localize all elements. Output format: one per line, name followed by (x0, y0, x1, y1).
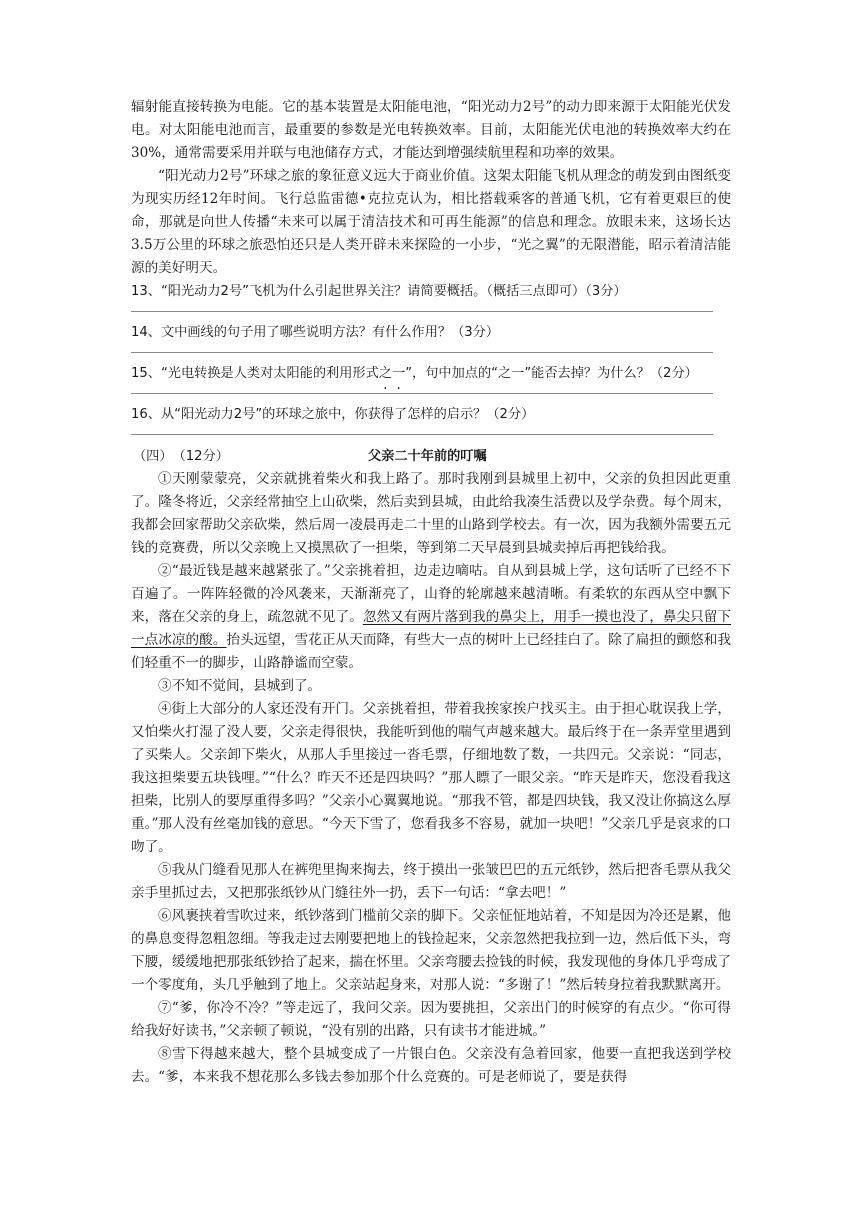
story-paragraph: ③不知不觉间，县城到了。 (158, 678, 322, 694)
story-paragraph: ①天刚蒙蒙亮，父亲就挑着柴火和我上路了。那时我刚到县城里上初中，父亲的负担因此更重了。隆冬将近，父亲经常抽空上山砍柴，然后卖到县城，由此给我凑生活费以及学杂费。每个周末，我都会回家帮助父亲砍柴，然后周一凌晨再走二十里的山路到学校去。有一次，因为我额外需要五元钱的竞赛费，所以父亲晚上又摸黑砍了一担柴，等到第二天早晨到县城卖掉后再把钱给我。 (131, 471, 731, 556)
story-paragraph: ⑥风裹挟着雪吹过来，纸钞落到门槛前父亲的脚下。父亲怔怔地站着，不知是因为冷还是累，他的鼻息变得忽粗忽细。等我走过去刚要把地上的钱捡起来，父亲忽然把我拉到一边，然后低下头，弯下腰，缓缓地把那张纸钞拾了起来，揣在怀里。父亲弯腰去捡钱的时候，我发现他的身体几乎弯成了一个零度角，头几乎触到了地上。父亲站起身来，对那人说：“多谢了！”然后转身拉着我默默离开。 (131, 908, 731, 993)
question-13: 13、“阳光动力2号”飞机为什么引起世界关注？请简要概括。（概括三点即可）（3分） (131, 284, 627, 299)
story-paragraph: ⑤我从门缝看见那人在裤兜里掏来掏去，终于摸出一张皱巴巴的五元纸钞，然后把沓毛票从我父亲手里抓过去，又把那张纸钞从门缝往外一扔，丢下一句话：“拿去吧！” (131, 862, 731, 901)
story-paragraph: ④街上大部分的人家还没有开门。父亲挑着担，带着我挨家挨户找买主。由于担心耽误我上学，又怕柴火打湿了没人要，父亲走得很快，我能听到他的喘气声越来越大。最后终于在一条弄堂里遇到了买柴人。父亲卸下柴火，从那人手里接过一沓毛票，仔细地数了数，一共四元。父亲说：“同志，我这担柴要五块钱哩。”“什么？昨天不还是四块吗？”那人瞟了一眼父亲。“昨天是昨天，您没看我这担柴，比别人的要厚重得多吗？”父亲小心翼翼地说。“那我不管，都是四块钱，我又没让你搞这么厚重。”那人没有丝毫加钱的意思。“今天下雪了，您看我多不容易，就加一块吧！”父亲几乎是哀求的口吻了。 (131, 701, 731, 855)
question-15-text-a: 15、“光电转换是人类对太阳能的利用形式 (131, 366, 379, 381)
document-page (131, 96, 731, 1089)
story-text: ②“最近钱是越来越紧张了。”父亲挑着担，边走边嘀咕。自从到县城上学，这句话听了已经不下百遍了。一阵阵轻微的冷风袭来，天渐渐亮了，山脊的轮廓越来越清晰。有柔软的东西从空中飘下来，落在父亲的身上，疏忽就不见了。 (131, 563, 731, 625)
question-16: 16、从“阳光动力2号”的环球之旅中，你获得了怎样的启示？（2分） (131, 407, 535, 422)
underlined-sentence: 忽然又有两片落到我的鼻尖上，用手一摸也没了，鼻尖只留下一点冰凉的酸。 (131, 609, 732, 648)
story-text: 抬头远望，雪花正从天而降，有些大一点的树叶上已经挂白了。除了扁担的颤悠和我们轻重不一的脚步，山路静谧而空蒙。 (131, 632, 732, 671)
answer-line[interactable] (131, 352, 713, 353)
story-paragraph: ⑧雪下得越来越大，整个县城变成了一片银白色。父亲没有急着回家，他要一直把我送到学校去。“爹，本来我不想花那么多钱去参加那个什么竞赛的。可是老师说了，要是获得 (131, 1046, 731, 1085)
answer-line[interactable] (131, 393, 713, 394)
emphasis-dot-char: 之 (378, 366, 392, 381)
passage-paragraph: “阳光动力2号”环球之旅的象征意义远大于商业价值。这架太阳能飞机从理念的萌发到由图纸变为现实历经12年时间。飞行总监雷德•克拉克认为，相比搭载乘客的普通飞机，它有着更艰巨的使命，那就是向世人传播“未来可以属于清洁技术和可再生能源”的信息和理念。放眼未来，这场长达3.5万公里的环球之旅恐怕还只是人类开辟未来探险的一小步，“光之翼”的无限潜能，昭示着清洁能源的美好明天。 (131, 168, 731, 276)
story-paragraph: ⑦“爹，你冷不冷？”等走远了，我问父亲。因为要挑担，父亲出门的时候穿的有点少。“你可得给我好好读书，”父亲顿了顿说，“没有别的出路，只有读书才能进城。” (131, 1000, 731, 1039)
passage-title: 父亲二十年前的叮嘱 (368, 449, 487, 464)
section-label: （四） （12分） (133, 449, 229, 464)
emphasis-dot-char: 一 (392, 366, 406, 381)
question-14: 14、文中画线的句子用了哪些说明方法？有什么作用？（3分） (131, 325, 500, 340)
question-15 (131, 362, 731, 385)
story-paragraph (131, 560, 731, 675)
passage-paragraph: 辐射能直接转换为电能。它的基本装置是太阳能电池，“阳光动力2号”的动力即来源于太阳能光伏发电。对太阳能电池而言，最重要的参数是光电转换效率。目前，太阳能光伏电池的转换效率大约在30%，通常需要采用并联与电池储存方式，才能达到增强续航里程和功率的效果。 (131, 99, 731, 161)
answer-line[interactable] (131, 311, 713, 312)
answer-line[interactable] (131, 434, 713, 435)
section-heading (131, 444, 731, 468)
question-15-text-b: ”，句中加点的“之一”能否去掉？为什么？（2分） (405, 366, 698, 381)
